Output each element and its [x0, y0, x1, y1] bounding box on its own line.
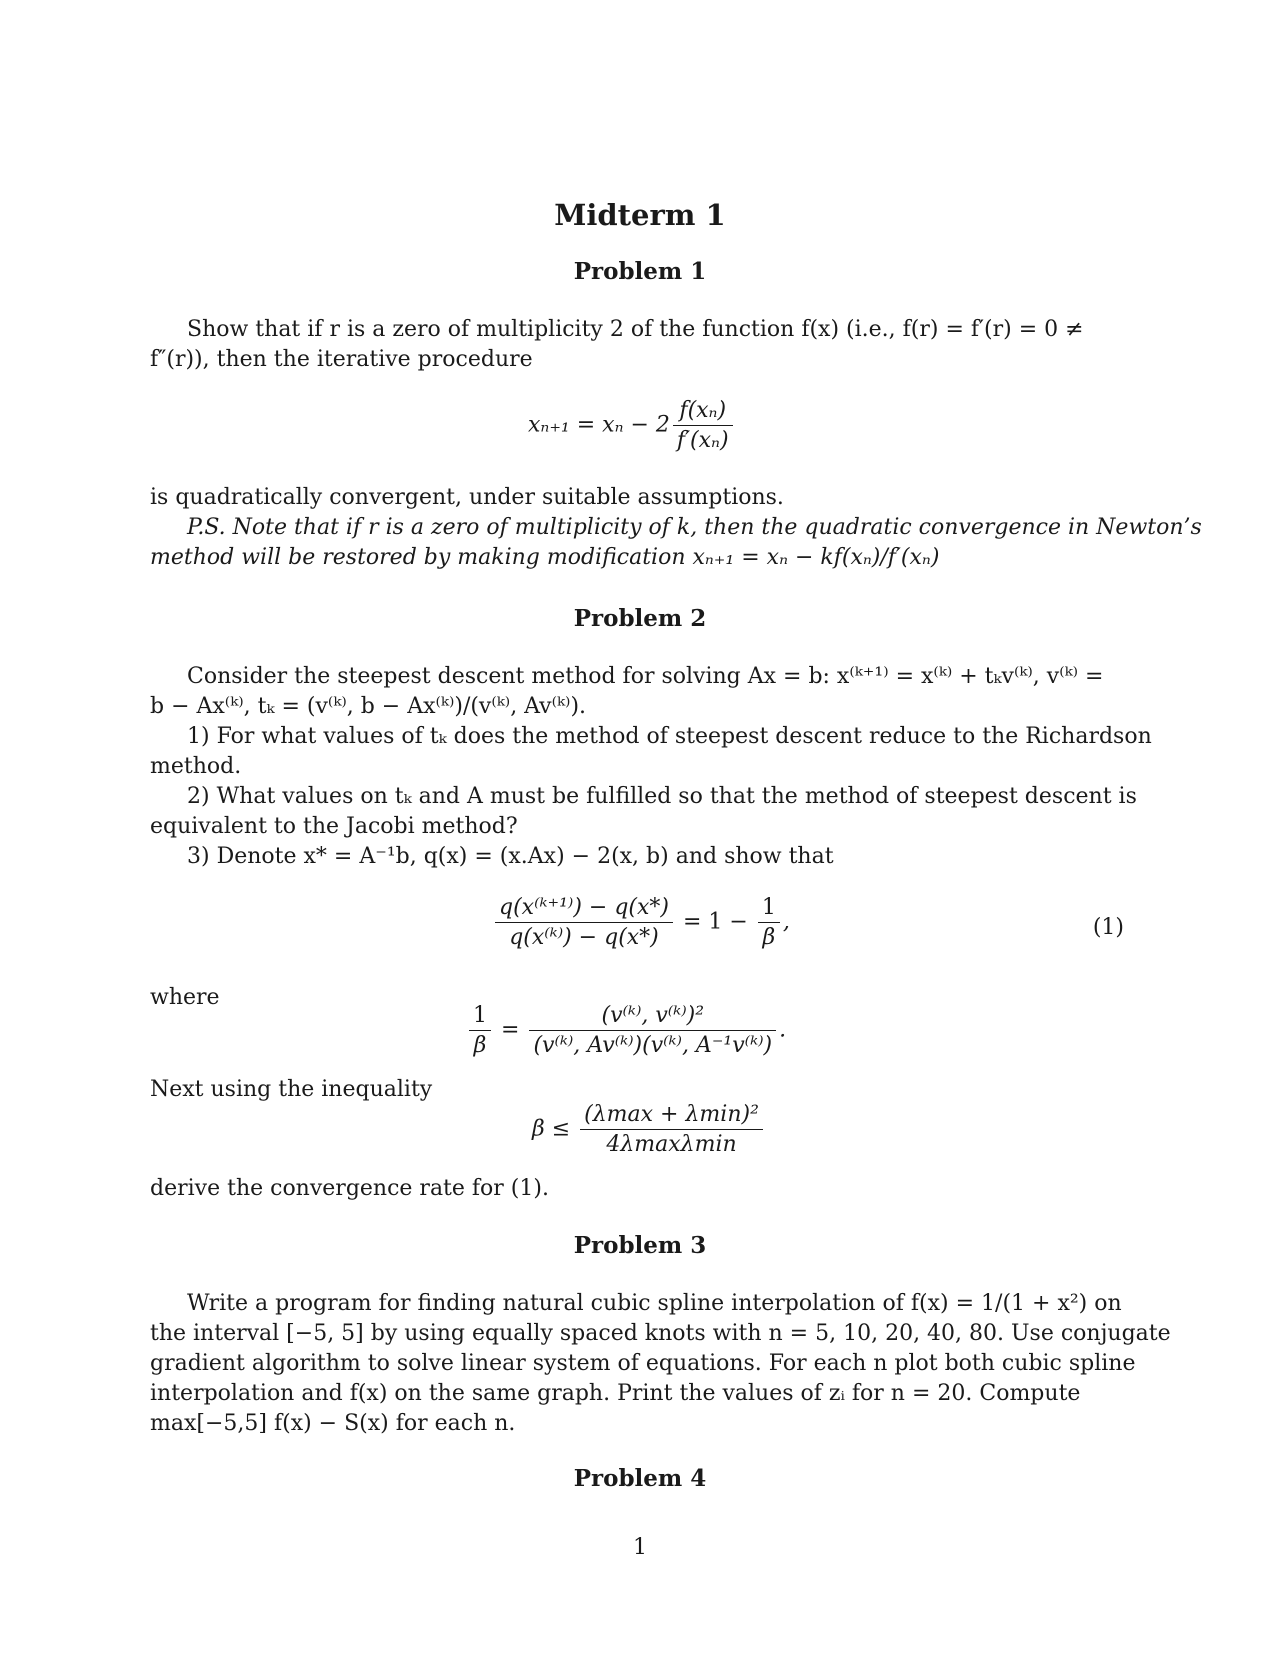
problem-3-text-line-1: Write a program for finding natural cubic spline interpolation of f(x) = 1/(1 + x²) on [187, 1291, 1122, 1316]
equation-1-lhs-fraction [495, 895, 673, 950]
problem-2-question-1-line-1: 1) For what values of tₖ does the method of steepest descent reduce to the Richardson [187, 724, 1152, 749]
fraction-numerator: f(xₙ) [673, 398, 733, 426]
problem-2-question-2-line-2: equivalent to the Jacobi method? [150, 814, 518, 839]
beta-rhs-fraction [529, 1003, 776, 1058]
problem-2-text-line-1: Consider the steepest descent method for solving Ax = b: x⁽ᵏ⁺¹⁾ = x⁽ᵏ⁾ + tₖv⁽ᵏ⁾, v⁽ᵏ⁾ = [187, 664, 1104, 689]
problem-1-text-line-2: f″(r)), then the iterative procedure [150, 347, 533, 372]
problem-1-after-equation: is quadratically convergent, under suitable assumptions. [150, 485, 784, 510]
problem-4-heading: Problem 4 [573, 1465, 707, 1492]
problem-2-text-line-2: b − Ax⁽ᵏ⁾, tₖ = (v⁽ᵏ⁾, b − Ax⁽ᵏ⁾)/(v⁽ᵏ⁾, Av⁽ᵏ⁾). [150, 694, 587, 719]
inequality-fraction [580, 1102, 763, 1157]
problem-1-heading: Problem 1 [573, 258, 707, 285]
fraction-denominator: (v⁽ᵏ⁾, Av⁽ᵏ⁾)(v⁽ᵏ⁾, A⁻¹v⁽ᵏ⁾) [533, 1033, 773, 1058]
problem-1-equation [528, 398, 736, 453]
fraction-numerator: q(x⁽ᵏ⁺¹⁾) − q(x*) [495, 895, 673, 923]
problem-2-question-2-line-1: 2) What values on tₖ and A must be fulfilled so that the method of steepest descent is [187, 784, 1137, 809]
problem-2-question-1-line-2: method. [150, 754, 242, 779]
equation-fraction [673, 398, 733, 453]
problem-1-ps-line-2: method will be restored by making modification xₙ₊₁ = xₙ − kf(xₙ)/f′(xₙ) [150, 545, 940, 570]
fraction-numerator: (v⁽ᵏ⁾, v⁽ᵏ⁾)² [529, 1003, 776, 1031]
fraction-denominator: β [762, 925, 776, 950]
fraction-denominator: q(x⁽ᵏ⁾) − q(x*) [509, 925, 659, 950]
fraction-denominator: β [473, 1033, 487, 1058]
equation-lhs: xₙ₊₁ = xₙ − 2 [528, 412, 670, 438]
fraction-numerator: 1 [469, 1003, 491, 1031]
beta-definition [466, 1003, 786, 1058]
beta-end: . [779, 1017, 787, 1043]
problem-2-question-3: 3) Denote x* = A⁻¹b, q(x) = (x.Ax) − 2(x, b) and show that [187, 844, 834, 869]
equation-1-end: , [782, 909, 790, 935]
problem-1-ps-line-1: P.S. Note that if r is a zero of multiplicity of k, then the quadratic convergence in Newton’s [187, 515, 1202, 540]
beta-equals: = [501, 1017, 520, 1043]
beta-inequality [532, 1102, 766, 1157]
inequality-lhs: β ≤ [532, 1116, 571, 1142]
problem-3-text-line-3: gradient algorithm to solve linear system of equations. For each n plot both cubic spline [150, 1351, 1136, 1376]
equation-1-label: (1) [1092, 915, 1124, 940]
fraction-denominator: f′(xₙ) [676, 428, 729, 453]
page-number: 1 [633, 1535, 647, 1560]
problem-1-text-line-1: Show that if r is a zero of multiplicity 2 of the function f(x) (i.e., f(r) = f′(r) = 0 ≠ [187, 317, 1084, 342]
fraction-numerator: 1 [758, 895, 780, 923]
next-inequality-text: Next using the inequality [150, 1077, 433, 1102]
fraction-numerator: (λmax + λmin)² [580, 1102, 763, 1130]
fraction-denominator: 4λmaxλmin [606, 1132, 737, 1157]
equation-1-middle: = 1 − [683, 909, 748, 935]
equation-1 [492, 895, 790, 950]
equation-1-rhs-fraction [758, 895, 780, 950]
document-title: Midterm 1 [554, 198, 726, 232]
problem-3-text-line-4: interpolation and f(x) on the same graph. Print the values of zᵢ for n = 20. Compute [150, 1381, 1081, 1406]
problem-3-text-line-2: the interval [−5, 5] by using equally spaced knots with n = 5, 10, 20, 40, 80. Use conjugate [150, 1321, 1171, 1346]
problem-2-heading: Problem 2 [573, 605, 707, 632]
problem-3-text-line-5: max[−5,5] f(x) − S(x) for each n. [150, 1411, 516, 1436]
problem-3-heading: Problem 3 [573, 1232, 707, 1259]
derive-text: derive the convergence rate for (1). [150, 1176, 549, 1201]
beta-lhs-fraction [469, 1003, 491, 1058]
where-label: where [150, 985, 220, 1010]
